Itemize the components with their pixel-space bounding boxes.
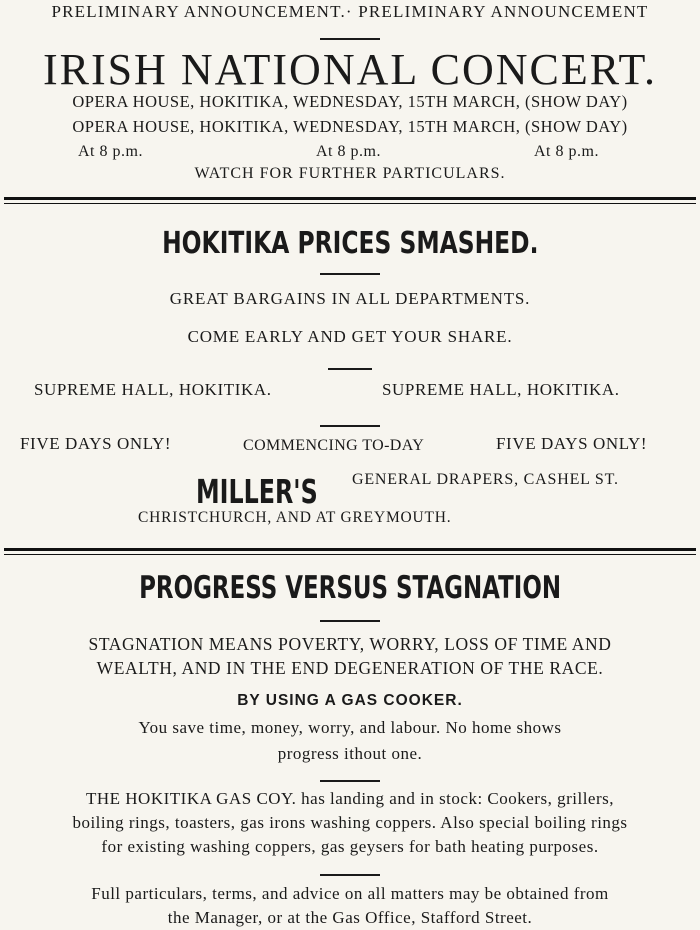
five-days-only-2: FIVE DAYS ONLY! xyxy=(496,434,648,453)
supreme-hall-1: SUPREME HALL, HOKITIKA. xyxy=(34,380,272,399)
prices-headline-row xyxy=(0,226,700,261)
time-2: At 8 p.m. xyxy=(316,143,381,160)
divider xyxy=(320,780,380,782)
progress-headline: PROGRESS VERSUS STAGNATION xyxy=(139,570,561,606)
venue-line-2: OPERA HOUSE, HOKITIKA, WEDNESDAY, 15TH MARCH, (SHOW DAY) xyxy=(72,117,628,136)
come-early: COME EARLY AND GET YOUR SHARE. xyxy=(187,327,513,346)
section-divider xyxy=(4,197,696,204)
venue-line-1: OPERA HOUSE, HOKITIKA, WEDNESDAY, 15TH MARCH, (SHOW DAY) xyxy=(72,92,628,111)
divider xyxy=(320,874,380,876)
stagnation-line-1: STAGNATION MEANS POVERTY, WORRY, LOSS OF TIME AND xyxy=(88,634,612,654)
gas-coy-line-1: THE HOKITIKA GAS COY. has landing and in stock: Cookers, grillers, xyxy=(85,789,614,808)
great-bargains: GREAT BARGAINS IN ALL DEPARTMENTS. xyxy=(169,289,531,308)
time-3: At 8 p.m. xyxy=(534,143,599,160)
divider xyxy=(320,620,380,622)
preliminary-announcement: PRELIMINARY ANNOUNCEMENT.· PRELIMINARY ANNOUNCEMENT xyxy=(51,2,649,21)
millers-brand: MILLER'S xyxy=(196,472,318,511)
time-1: At 8 p.m. xyxy=(78,143,143,160)
by-using-gas-cooker: BY USING A GAS COOKER. xyxy=(237,692,463,709)
gas-coy-line-2: boiling rings, toasters, gas irons washing coppers. Also special boiling rings xyxy=(72,813,628,832)
section-divider xyxy=(4,548,696,555)
watch-particulars: WATCH FOR FURTHER PARTICULARS. xyxy=(194,165,506,182)
commencing-today: COMMENCING TO-DAY xyxy=(243,437,425,454)
general-drapers: GENERAL DRAPERS, CASHEL ST. xyxy=(352,471,619,488)
save-time-line-2: progress ithout one. xyxy=(277,744,423,763)
divider xyxy=(328,368,372,370)
gas-coy-line-3: for existing washing coppers, gas geysers for bath heating purposes. xyxy=(101,837,599,856)
divider xyxy=(320,425,380,427)
divider xyxy=(320,38,380,40)
save-time-line-1: You save time, money, worry, and labour. No home shows xyxy=(138,718,562,737)
full-particulars-line-2: the Manager, or at the Gas Office, Stafford Street. xyxy=(167,908,533,927)
prices-headline: HOKITIKA PRICES SMASHED. xyxy=(161,226,539,261)
five-days-only-1: FIVE DAYS ONLY! xyxy=(20,434,172,453)
stagnation-line-2: WEALTH, AND IN THE END DEGENERATION OF THE RACE. xyxy=(96,658,604,678)
divider xyxy=(320,273,380,275)
progress-headline-row xyxy=(0,570,700,606)
full-particulars-line-1: Full particulars, terms, and advice on all matters may be obtained from xyxy=(91,884,609,903)
christchurch-greymouth: CHRISTCHURCH, AND AT GREYMOUTH. xyxy=(138,509,452,526)
supreme-hall-2: SUPREME HALL, HOKITIKA. xyxy=(382,380,620,399)
concert-title: IRISH NATIONAL CONCERT. xyxy=(42,45,658,94)
millers-brand-wrap xyxy=(196,474,365,511)
